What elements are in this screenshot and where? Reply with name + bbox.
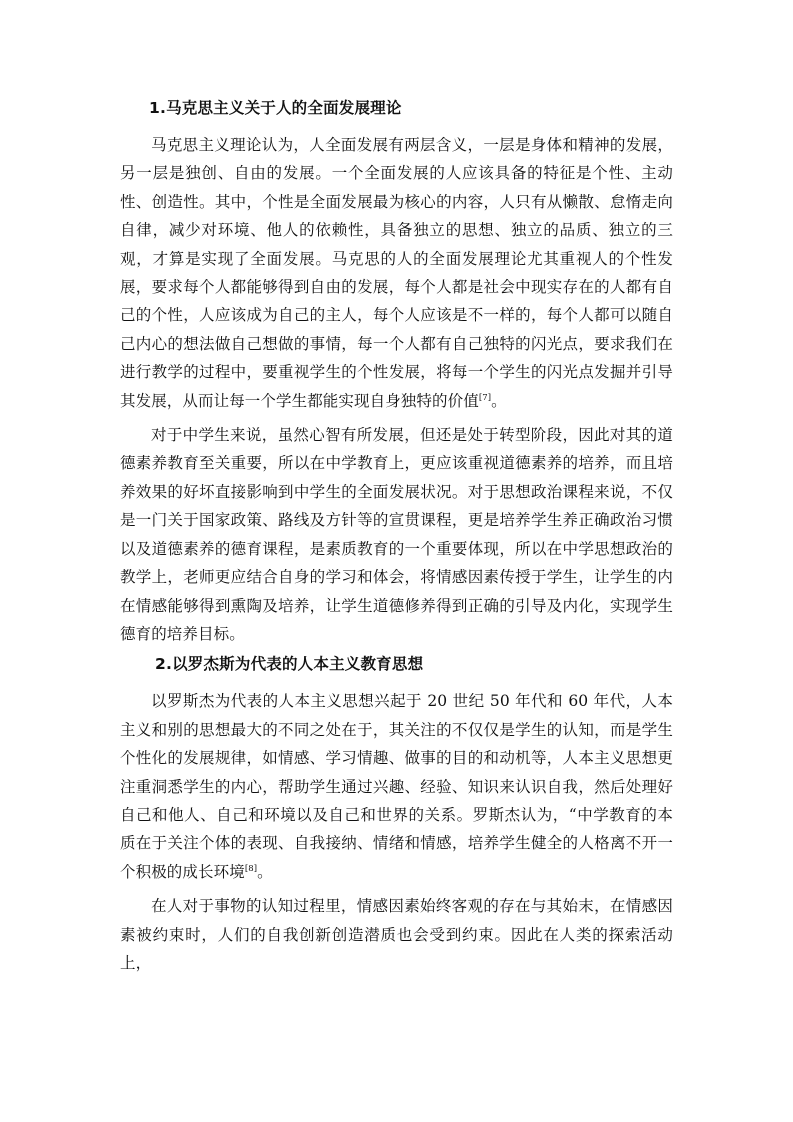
paragraph-tail: 。: [491, 391, 507, 410]
paragraph-text: 以罗斯杰为代表的人本主义思想兴起于 20 世纪 50 年代和 60 年代，人本主义和别的思想最大的不同之处在于，其关注的不仅仅是学生的认知，而是学生个性化的发展规律，如情感、学习情趣、做事的目的和动机等，人本主义思想更注重洞悉学生的内心，帮助学生通过兴趣、经验、知识来认识自我，然后处理好自己和他人、自己和环境以及自己和世界的关系。罗斯杰认为，“中学教育的本质在于关注个体的表现、自我接纳、情绪和情感，培养学生健全的人格离不开一个积极的成长环境: [120, 692, 673, 881]
section-2-paragraph-1: [120, 687, 673, 886]
paragraph-text: 马克思主义理论认为，人全面发展有两层含义，一层是身体和精神的发展，另一层是独创、自由的发展。一个全面发展的人应该具备的特征是个性、主动性、创造性。其中，个性是全面发展最为核心的内容，人只有从懒散、怠惰走向自律，减少对环境、他人的依赖性，具备独立的思想、独立的品质、独立的三观，才算是实现了全面发展。马克思的人的全面发展理论尤其重视人的个性发展，要求每个人都能够得到自由的发展，每个人都是社会中现实存在的人都有自己的个性，人应该成为自己的主人，每个人应该是不一样的，每个人都可以随自己内心的想法做自己想做的事情，每一个人都有自己独特的闪光点，要求我们在进行教学的过程中，要重视学生的个性发展，将每一个学生的闪光点发掘并引导其发展，从而让每一个学生都能实现自身独特的价值: [120, 136, 673, 410]
section-1-paragraph-2: 对于中学生来说，虽然心智有所发展，但还是处于转型阶段，因此对其的道德素养教育至关重要，所以在中学教育上，更应该重视道德素养的培养，而且培养效果的好坏直接影响到中学生的全面发展状况。对于思想政治课程来说，不仅是一门关于国家政策、路线及方针等的宣贯课程，更是培养学生养正确政治习惯以及道德素养的德育课程，是素质教育的一个重要体现，所以在中学思想政治的教学上，老师更应结合自身的学习和体会，将情感因素传授于学生，让学生的内在情感能够得到熏陶及培养，让学生道德修养得到正确的引导及内化，实现学生德育的培养目标。: [120, 426, 673, 643]
citation-7: [7]: [478, 392, 492, 403]
document-page: [120, 98, 673, 983]
section-1-heading: 1.马克思主义关于人的全面发展理论: [149, 99, 402, 117]
section-1-paragraph-1: [120, 131, 673, 415]
paragraph-tail: 。: [257, 862, 273, 881]
section-2-paragraph-2: 在人对于事物的认知过程里，情感因素始终客观的存在与其始末，在情感因素被约束时，人们的自我创新创造潜质也会受到约束。因此在人类的探索活动上，: [120, 897, 673, 972]
section-2-heading: 2.以罗杰斯为代表的人本主义教育思想: [155, 655, 424, 674]
citation-8: [8]: [244, 863, 258, 874]
